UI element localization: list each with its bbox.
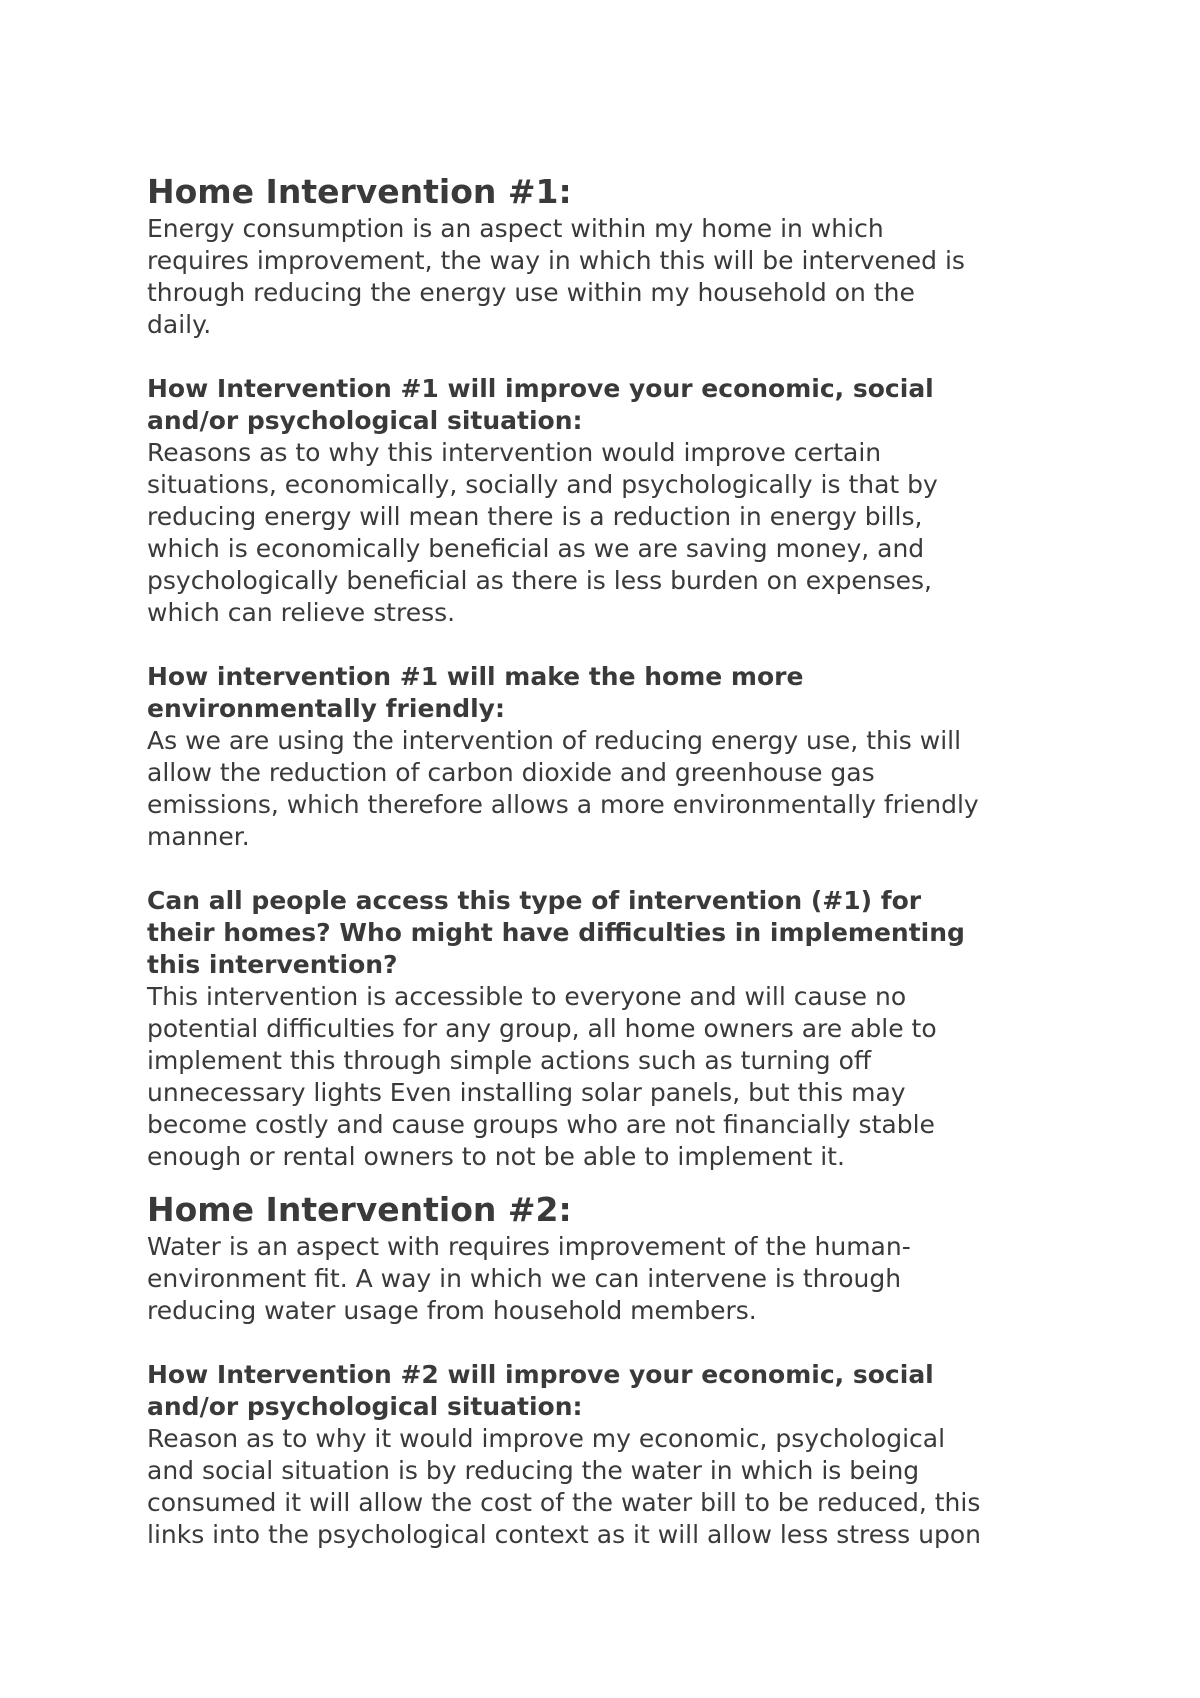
text-line: psychologically beneficial as there is less burden on expenses, xyxy=(147,566,932,595)
text-line: become costly and cause groups who are not financially stable xyxy=(147,1110,935,1139)
section-heading: Home Intervention #1: xyxy=(147,172,572,211)
text-line: which can relieve stress. xyxy=(147,598,456,627)
text-line: situations, economically, socially and psychologically is that by xyxy=(147,470,938,499)
text-line: reducing water usage from household members. xyxy=(147,1296,757,1325)
section-intro xyxy=(147,213,1087,341)
question-heading xyxy=(147,885,1087,981)
text-line: environmentally friendly: xyxy=(147,694,505,723)
text-line: and social situation is by reducing the water in which is being xyxy=(147,1456,920,1485)
text-line: Reasons as to why this intervention would improve certain xyxy=(147,438,882,467)
text-line: As we are using the intervention of reducing energy use, this will xyxy=(147,726,962,755)
text-line: allow the reduction of carbon dioxide and greenhouse gas xyxy=(147,758,875,787)
text-line: and/or psychological situation: xyxy=(147,1392,583,1421)
text-line: emissions, which therefore allows a more environmentally friendly xyxy=(147,790,979,819)
text-line: this intervention? xyxy=(147,950,398,979)
text-line: environment fit. A way in which we can intervene is through xyxy=(147,1264,902,1293)
text-line: daily. xyxy=(147,310,212,339)
answer-paragraph xyxy=(147,725,1087,853)
text-line: manner. xyxy=(147,822,250,851)
text-line: requires improvement, the way in which this will be intervened is xyxy=(147,246,965,275)
text-line: which is economically beneficial as we are saving money, and xyxy=(147,534,925,563)
answer-paragraph xyxy=(147,1423,1087,1551)
text-line: consumed it will allow the cost of the water bill to be reduced, this xyxy=(147,1488,981,1517)
text-line: Energy consumption is an aspect within my home in which xyxy=(147,214,884,243)
section-intro xyxy=(147,1231,1087,1327)
text-line: through reducing the energy use within my household on the xyxy=(147,278,915,307)
text-line: How Intervention #2 will improve your economic, social xyxy=(147,1360,934,1389)
document-body xyxy=(147,171,1087,1551)
text-line: links into the psychological context as it will allow less stress upon xyxy=(147,1520,981,1549)
text-line: their homes? Who might have difficulties in implementing xyxy=(147,918,965,947)
text-line: Can all people access this type of intervention (#1) for xyxy=(147,886,922,915)
question-heading xyxy=(147,661,1087,725)
text-line: This intervention is accessible to everyone and will cause no xyxy=(147,982,907,1011)
answer-paragraph xyxy=(147,981,1087,1173)
question-heading xyxy=(147,373,1087,437)
text-line: and/or psychological situation: xyxy=(147,406,583,435)
text-line: potential difficulties for any group, all home owners are able to xyxy=(147,1014,937,1043)
question-heading xyxy=(147,1359,1087,1423)
text-line: Reason as to why it would improve my economic, psychological xyxy=(147,1424,946,1453)
text-line: unnecessary lights Even installing solar panels, but this may xyxy=(147,1078,906,1107)
text-line: Water is an aspect with requires improvement of the human- xyxy=(147,1232,911,1261)
text-line: How Intervention #1 will improve your economic, social xyxy=(147,374,934,403)
text-line: reducing energy will mean there is a reduction in energy bills, xyxy=(147,502,923,531)
answer-paragraph xyxy=(147,437,1087,629)
text-line: enough or rental owners to not be able to implement it. xyxy=(147,1142,845,1171)
text-line: implement this through simple actions such as turning off xyxy=(147,1046,872,1075)
text-line: How intervention #1 will make the home more xyxy=(147,662,804,691)
section-heading: Home Intervention #2: xyxy=(147,1190,572,1229)
